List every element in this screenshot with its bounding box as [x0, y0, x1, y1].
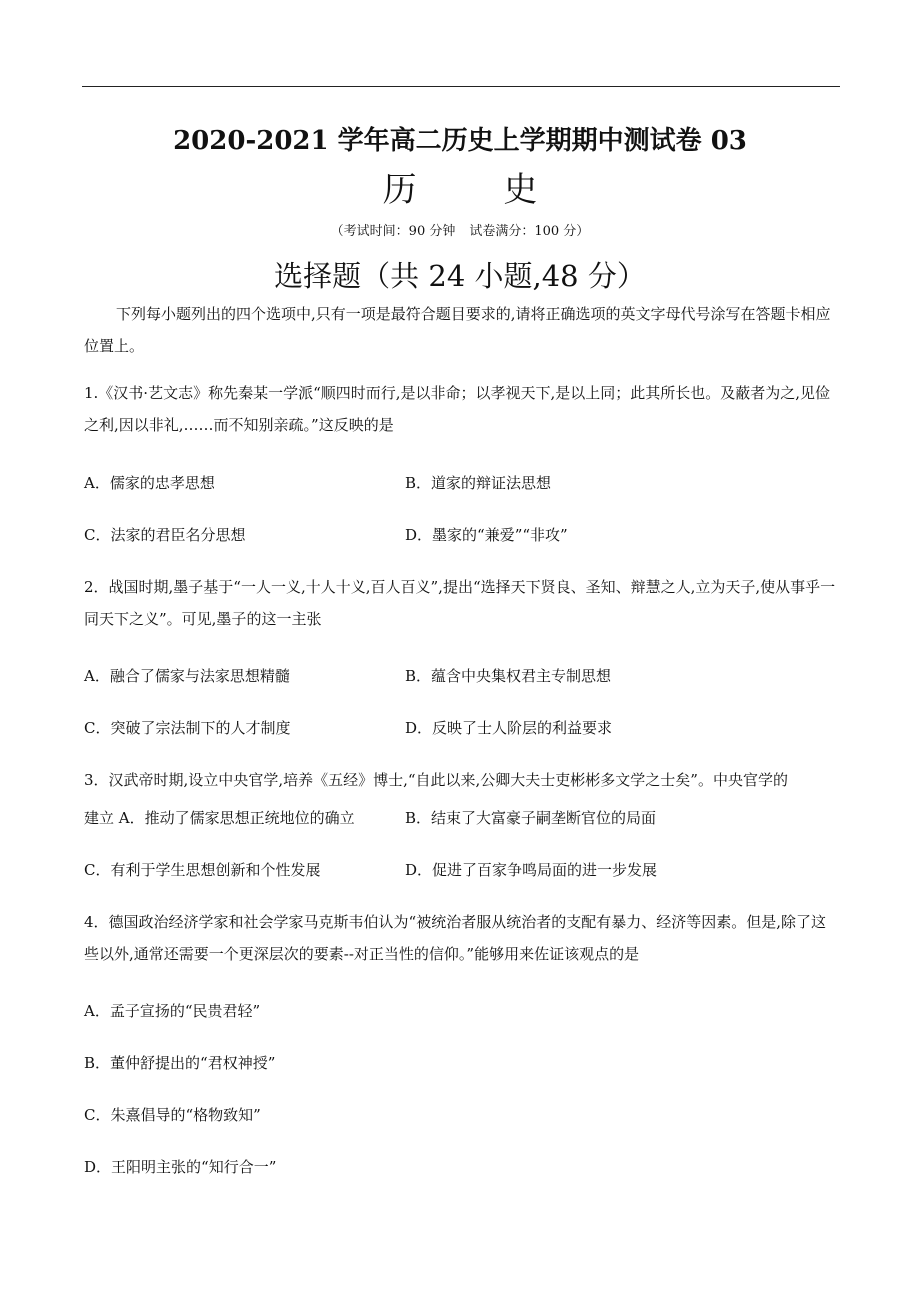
- question-1-option-b: B．道家的辩证法思想: [405, 474, 552, 492]
- question-3-option-b: B．结束了大富豪子嗣垄断官位的局面: [405, 809, 657, 827]
- question-3-stem-line-1: 3．汉武帝时期,设立中央官学,培养《五经》博士,“自此以来,公卿大夫士吏彬彬多文学之士矣”。中央官学的: [84, 771, 788, 789]
- header-rule: [82, 86, 840, 87]
- subject-title: 历 史: [382, 170, 576, 210]
- question-4-option-c: C．朱熹倡导的“格物致知”: [84, 1106, 261, 1124]
- exam-meta: [0, 220, 920, 239]
- section-title: 选择题（共 24 小题,48 分）: [274, 259, 646, 293]
- question-2-option-d: D．反映了士人阶层的利益要求: [405, 719, 613, 737]
- question-3-option-c: C．有利于学生思想创新和个性发展: [84, 861, 321, 879]
- question-1-option-a: A．儒家的忠孝思想: [84, 474, 215, 492]
- question-4-option-a: A．孟子宣扬的“民贵君轻”: [84, 1002, 261, 1020]
- question-4-option-b: B．董仲舒提出的“君权神授”: [84, 1054, 276, 1072]
- exam-time: （考试时间：90 分钟: [330, 224, 456, 239]
- question-1-stem: 1.《汉书·艺文志》称先秦某一学派“顺四时而行,是以非命；以孝视天下,是以上同；此其所长也。及蔽者为之,见俭之利,因以非礼,……而不知别亲疏。”这反映的是: [84, 384, 831, 434]
- question-2-stem: 2．战国时期,墨子基于“一人一义,十人十义,百人百义”,提出“选择天下贤良、圣知、辩慧之人,立为天子,使从事乎一同天下之义”。可见,墨子的这一主张: [84, 578, 836, 628]
- question-4-stem: 4．德国政治经济学家和社会学家马克斯韦伯认为“被统治者服从统治者的支配有暴力、经济等因素。但是,除了这些以外,通常还需要一个更深层次的要素--对正当性的信仰。”能够用来佐证该观点的是: [84, 913, 826, 963]
- question-4-option-d: D．王阳明主张的“知行合一”: [84, 1158, 277, 1176]
- section-instructions: 下列每小题列出的四个选项中,只有一项是最符合题目要求的,请将正确选项的英文字母代号涂写在答题卡相应位置上。: [84, 305, 831, 355]
- question-1-option-d: D．墨家的“兼爱”“非攻”: [405, 526, 568, 544]
- exam-title: 2020-2021 学年高二历史上学期期中测试卷 03: [173, 126, 747, 156]
- question-2-option-a: A．融合了儒家与法家思想精髓: [84, 667, 290, 685]
- question-3-option-d: D．促进了百家争鸣局面的进一步发展: [405, 861, 658, 879]
- question-1-option-c: C．法家的君臣名分思想: [84, 526, 246, 544]
- full-score: 试卷满分：100 分）: [469, 224, 590, 239]
- question-3-stem-line-2: 建立 A．推动了儒家思想正统地位的确立: [84, 809, 355, 827]
- question-2-option-b: B．蕴含中央集权君主专制思想: [405, 667, 612, 685]
- question-2-option-c: C．突破了宗法制下的人才制度: [84, 719, 291, 737]
